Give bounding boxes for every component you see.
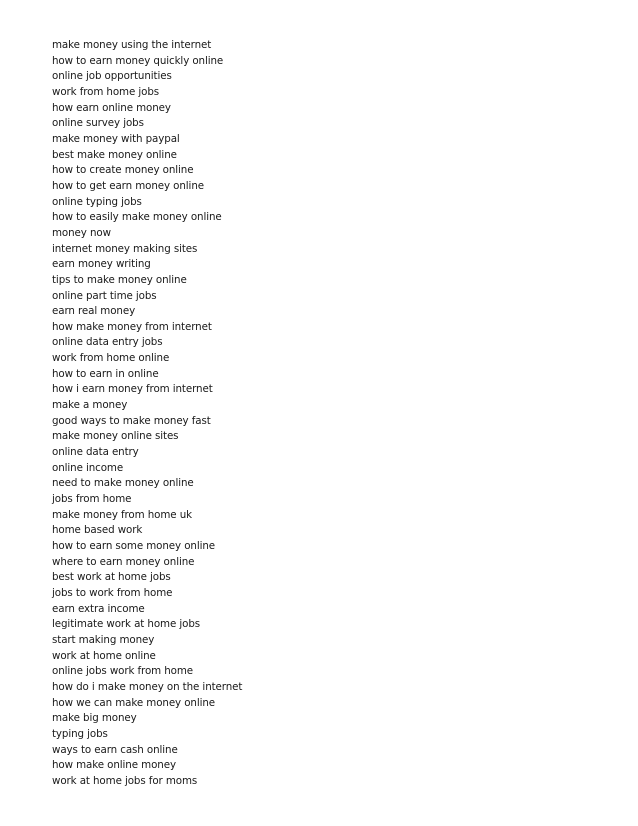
list-item: how to earn in online	[52, 367, 159, 380]
list-item: best work at home jobs	[52, 571, 171, 584]
list-item: how to get earn money online	[52, 179, 204, 192]
list-item: make big money	[52, 712, 137, 725]
list-item: how do i make money on the internet	[52, 680, 243, 693]
list-item: make money online sites	[52, 430, 179, 443]
list-item: online survey jobs	[52, 117, 144, 130]
list-item: how make money from internet	[52, 320, 212, 333]
list-item: start making money	[52, 633, 155, 646]
list-item: online data entry jobs	[52, 336, 163, 349]
list-item: internet money making sites	[52, 242, 198, 255]
list-item: legitimate work at home jobs	[52, 618, 201, 631]
list-item: good ways to make money fast	[52, 414, 211, 427]
list-item: make a money	[52, 399, 128, 412]
list-item: typing jobs	[52, 727, 108, 740]
list-item: best make money online	[52, 148, 177, 161]
list-item: home based work	[52, 524, 143, 537]
list-item: how i earn money from internet	[52, 383, 213, 396]
list-item: online data entry	[52, 446, 139, 459]
list-item: online income	[52, 461, 124, 474]
list-item: how make online money	[52, 759, 176, 772]
list-item: how earn online money	[52, 101, 171, 114]
list-item: jobs to work from home	[52, 586, 173, 599]
list-item: work at home jobs for moms	[52, 774, 198, 787]
list-item: work from home jobs	[52, 85, 160, 98]
list-item: work at home online	[52, 649, 156, 662]
list-item: online typing jobs	[52, 195, 142, 208]
list-item: how to create money online	[52, 164, 194, 177]
list-item: ways to earn cash online	[52, 743, 178, 756]
list-item: how to earn some money online	[52, 540, 215, 552]
list-item: online jobs work from home	[52, 665, 194, 678]
list-item: work from home online	[52, 352, 170, 365]
list-item: earn extra income	[52, 602, 145, 615]
list-item: make money with paypal	[52, 132, 180, 145]
list-item: how to easily make money online	[52, 211, 222, 224]
list-item: how to earn money quickly online	[52, 54, 224, 67]
list-item: online job opportunities	[52, 70, 172, 83]
list-item: earn money writing	[52, 258, 151, 271]
keyword-list	[52, 38, 242, 790]
list-item: how we can make money online	[52, 696, 216, 709]
list-item: need to make money online	[52, 477, 194, 490]
list-item: make money using the internet	[52, 39, 212, 51]
list-item: jobs from home	[52, 493, 132, 506]
list-item: money now	[52, 226, 111, 239]
list-item: earn real money	[52, 305, 136, 318]
list-item: tips to make money online	[52, 273, 187, 286]
list-item: make money from home uk	[52, 508, 192, 521]
list-item: online part time jobs	[52, 289, 157, 302]
list-item: where to earn money online	[52, 555, 195, 568]
